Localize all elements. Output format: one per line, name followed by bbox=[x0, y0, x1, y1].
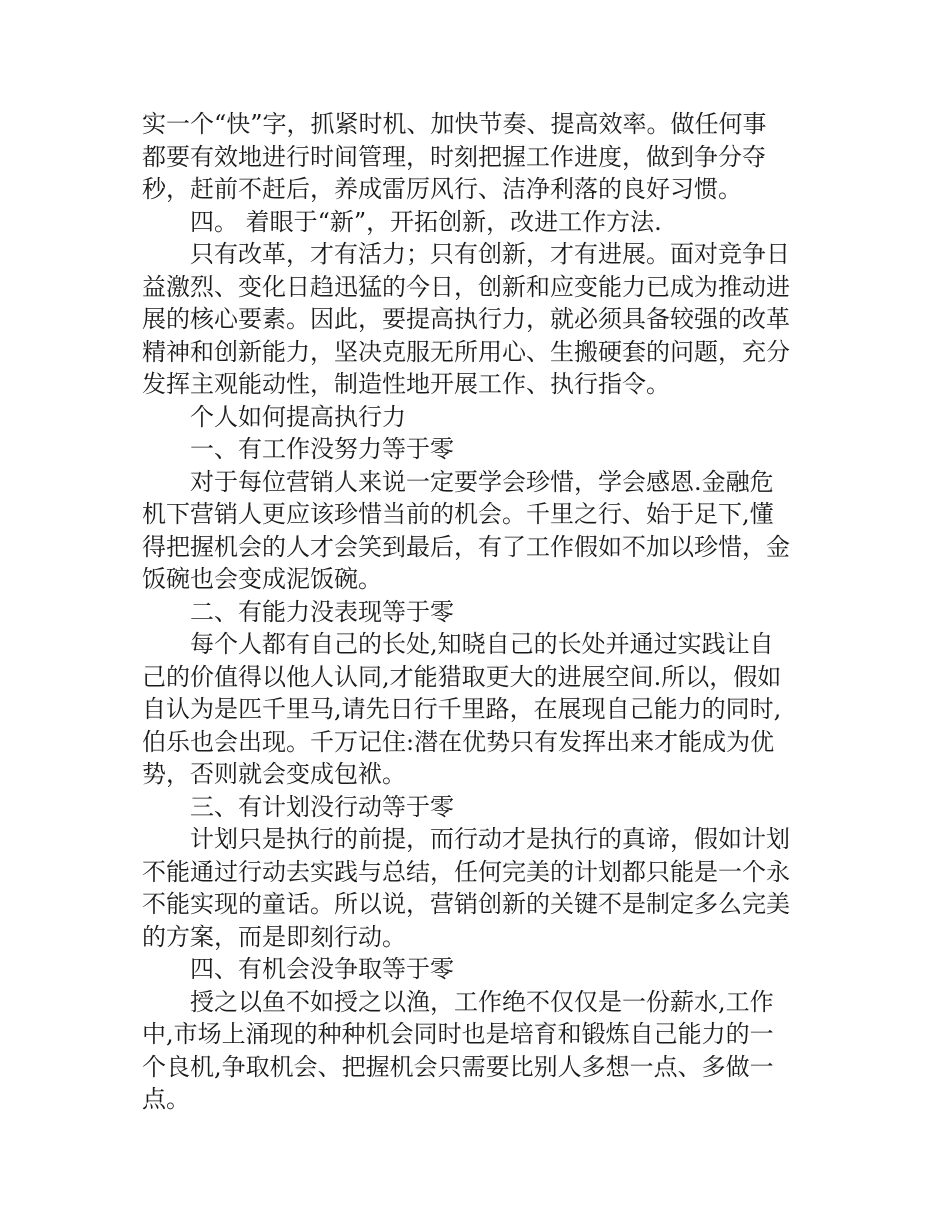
paragraph-line: 势，否则就会变成包袱。 bbox=[142, 760, 406, 788]
section-title: 个人如何提高执行力 bbox=[190, 402, 406, 431]
paragraph-line: 对于每位营销人来说一定要学会珍惜，学会感恩.金融危 bbox=[190, 467, 774, 496]
paragraph-line: 个良机,争取机会、把握机会只需要比别人多想一点、多做一 bbox=[142, 1052, 774, 1081]
paragraph-line: 不能通过行动去实践与总结，任何完美的计划都只能是一个永 bbox=[142, 857, 790, 886]
paragraph-line: 益激烈、变化日趋迅猛的今日，创新和应变能力已成为推动进 bbox=[142, 272, 790, 301]
paragraph-line: 实一个“快”字，抓紧时机、加快节奏、提高效率。做任何事 bbox=[142, 110, 767, 138]
paragraph-line: 中,市场上涌现的种种机会同时也是培育和锻炼自己能力的一 bbox=[142, 1020, 774, 1048]
paragraph-line: 都要有效地进行时间管理，时刻把握工作进度，做到争分夺 bbox=[142, 142, 766, 171]
paragraph-line: 得把握机会的人才会笑到最后，有了工作假如不加以珍惜，金 bbox=[142, 532, 790, 561]
paragraph-line: 每个人都有自己的长处,知晓自己的长处并通过实践让自 bbox=[190, 630, 774, 658]
paragraph-line: 计划只是执行的前提，而行动才是执行的真谛，假如计划 bbox=[190, 825, 790, 853]
paragraph-line: 发挥主观能动性，制造性地开展工作、执行指令。 bbox=[142, 370, 670, 398]
document-body bbox=[142, 108, 814, 1116]
paragraph-line: 只有改革，才有活力；只有创新，才有进展。面对竞争日 bbox=[190, 240, 790, 268]
paragraph-line: 的方案，而是即刻行动。 bbox=[142, 922, 406, 951]
paragraph-line: 授之以鱼不如授之以渔，工作绝不仅仅是一份薪水,工作 bbox=[190, 987, 774, 1016]
section-heading: 二、有能力没表现等于零 bbox=[190, 597, 454, 626]
paragraph-line: 己的价值得以他人认同,才能猎取更大的进展空间.所以，假如 bbox=[142, 662, 782, 691]
paragraph-line: 点。 bbox=[142, 1085, 190, 1113]
section-heading: 四、有机会没争取等于零 bbox=[190, 955, 454, 983]
paragraph-line: 自认为是匹千里马,请先日行千里路，在展现自己能力的同时, bbox=[142, 695, 782, 723]
paragraph-line: 机下营销人更应该珍惜当前的机会。千里之行、始于足下,懂 bbox=[142, 500, 774, 528]
section-heading: 三、有计划没行动等于零 bbox=[190, 792, 454, 821]
paragraph-line: 精神和创新能力，坚决克服无所用心、生搬硬套的问题，充分 bbox=[142, 337, 790, 366]
section-heading: 四。 着眼于“新”，开拓创新，改进工作方法. bbox=[190, 207, 662, 236]
section-heading: 一、有工作没努力等于零 bbox=[190, 435, 454, 463]
paragraph-line: 饭碗也会变成泥饭碗。 bbox=[142, 565, 382, 593]
paragraph-line: 不能实现的童话。所以说，营销创新的关键不是制定多么完美 bbox=[142, 890, 790, 918]
paragraph-line: 伯乐也会出现。千万记住:潜在优势只有发挥出来才能成为优 bbox=[142, 727, 775, 756]
paragraph-line: 展的核心要素。因此，要提高执行力，就必须具备较强的改革 bbox=[142, 305, 790, 333]
paragraph-line: 秒，赶前不赶后，养成雷厉风行、洁净利落的良好习惯。 bbox=[142, 175, 742, 203]
